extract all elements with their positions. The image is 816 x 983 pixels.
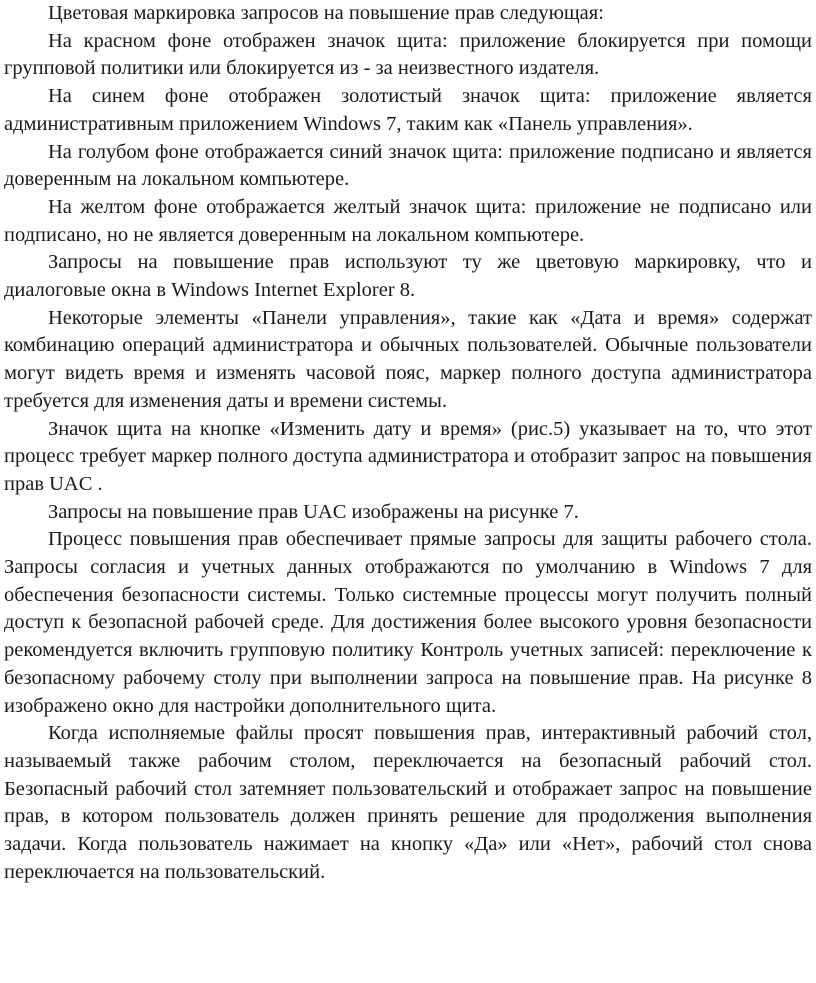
paragraph-yellow-background: На желтом фоне отображается желтый значок щита: приложение не подписано или подписано, но не является доверенным на локальном компьютере. [4,195,812,246]
paragraph-uac-figure-reference: Запросы на повышение прав UAC изображены на рисунке 7. [48,500,579,523]
paragraph-blue-background: На синем фоне отображен золотистый значок щита: приложение является административным приложением Windows 7, таким как «Панель управления». [4,85,812,135]
paragraph-ie8-dialogs: Запросы на повышение прав используют ту же цветовую маркировку, что и диалоговые окна в Windows Internet Explorer 8. [4,251,812,302]
paragraph-secure-desktop: Когда исполняемые файлы просят повышения прав, интерактивный рабочий стол, называемый также рабочим столом, переключается на безопасный рабочий стол. Безопасный рабочий стол затемняет пользовательский и отображает запрос на повышение прав, в котором пользователь должен принять решение для продолжения выполнения задачи. Когда пользователь нажимает на кнопку «Да» или «Нет», рабочий стол снова переключается на пользовательский. [4,722,812,883]
paragraph-red-background: На красном фоне отображен значок щита: приложение блокируется при помощи групповой политики или блокируется из - за неизвестного издателя. [4,29,812,80]
paragraph-elevation-process: Процесс повышения прав обеспечивает прямые запросы для защиты рабочего стола. Запросы согласия и учетных данных отображаются по умолчанию в Windows 7 для обеспечения безопасности системы. Только системные процессы могут получить полный доступ к безопасной рабочей среде. Для достижения более высокого уровня безопасности рекомендуется включить групповую политику Контроль учетных записей: переключение к безопасному рабочему столу при выполнении запроса на повышение прав. На рисунке 8 изображено окно для настройки дополнительного щита. [4,528,812,717]
paragraph-light-blue-background: На голубом фоне отображается синий значок щита: приложение подписано и является доверенным на локальном компьютере. [4,140,812,191]
paragraph-control-panel-elements: Некоторые элементы «Панели управления», такие как «Дата и время» содержат комбинацию операций администратора и обычных пользователей. Обычные пользователи могут видеть время и изменять часовой пояс, маркер полного доступа администратора требуется для изменения даты и времени системы. [4,306,812,412]
paragraph-shield-icon-button: Значок щита на кнопке «Изменить дату и время» (рис.5) указывает на то, что этот процесс требует маркер полного доступа администратора и отобразит запрос на повышения прав UAC . [4,417,812,495]
paragraph-color-coding-intro: Цветовая маркировка запросов на повышение прав следующая: [48,2,604,24]
